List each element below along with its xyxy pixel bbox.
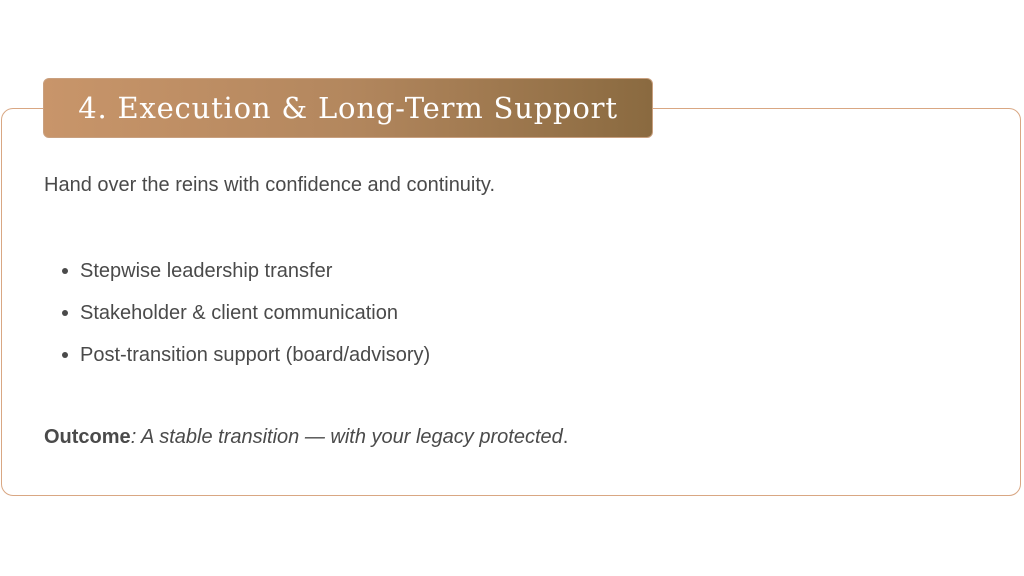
bullet-list xyxy=(44,258,430,384)
bullet-dot-icon xyxy=(62,352,68,358)
section-title: 4. Execution & Long-Term Support xyxy=(78,91,618,125)
list-item xyxy=(44,258,430,300)
intro-text: Hand over the reins with confidence and continuity. xyxy=(44,174,496,196)
bullet-dot-icon xyxy=(62,268,68,274)
bullet-dot-icon xyxy=(62,310,68,316)
outcome-label: Outcome xyxy=(44,426,131,448)
section-title-banner xyxy=(43,78,653,138)
list-item-text: Post-transition support (board/advisory) xyxy=(80,344,431,366)
list-item-text: Stakeholder & client communication xyxy=(80,302,398,324)
list-item xyxy=(44,300,430,342)
list-item-text: Stepwise leadership transfer xyxy=(80,260,333,282)
outcome-text: : A stable transition — with your legacy protected xyxy=(130,426,563,448)
list-item xyxy=(44,342,430,384)
outcome-statement xyxy=(44,426,568,449)
outcome-end: . xyxy=(562,426,569,448)
